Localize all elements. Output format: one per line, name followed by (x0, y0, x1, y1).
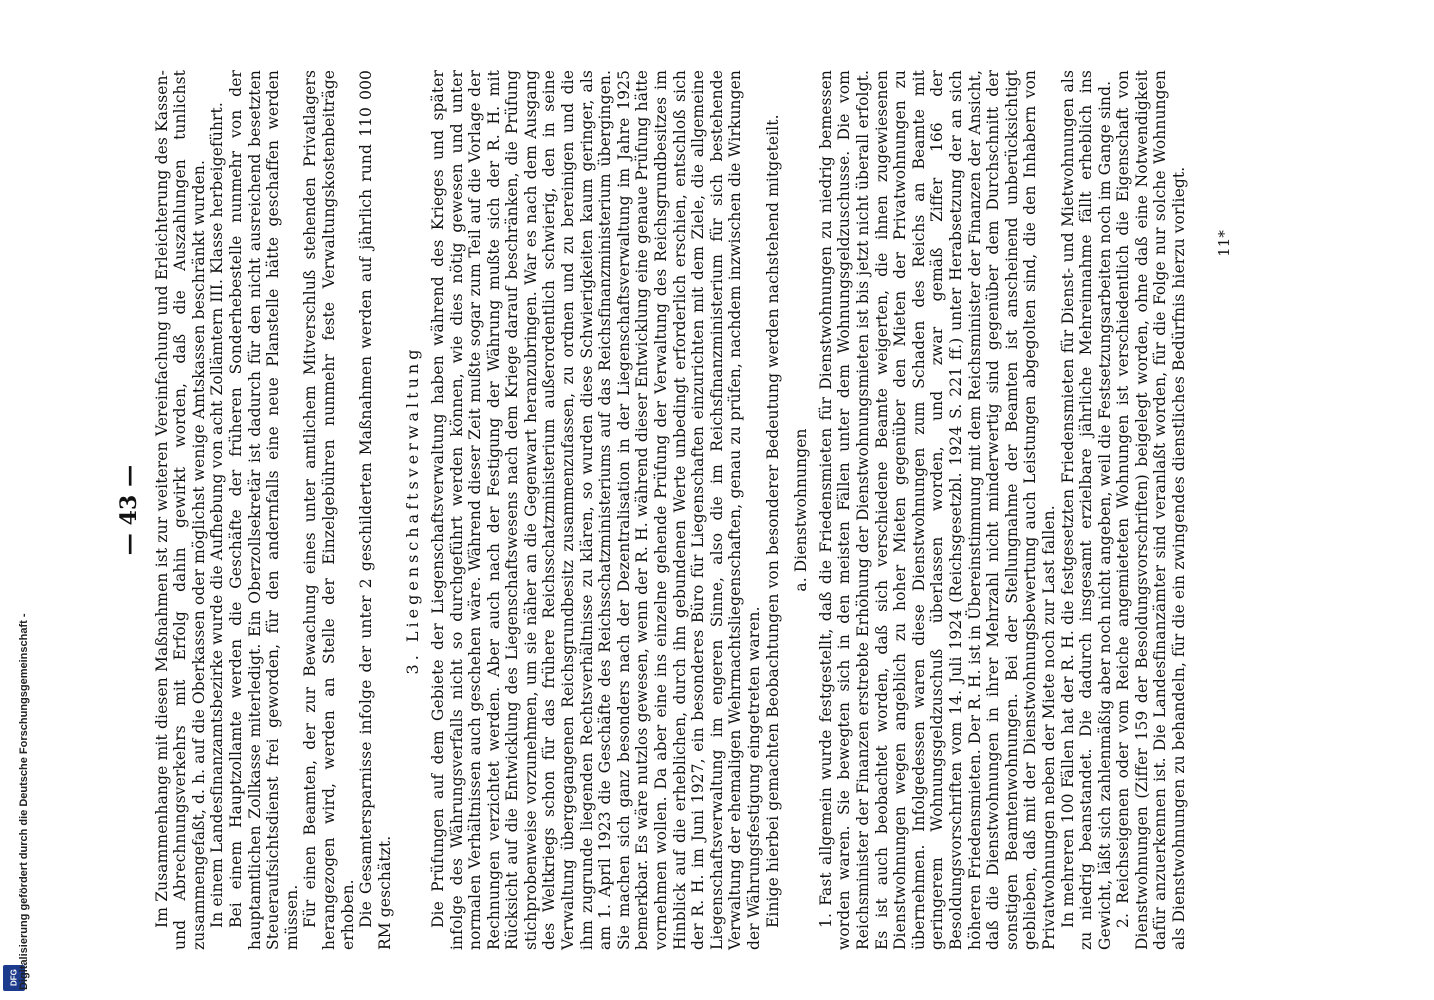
scanned-page-rotated (100, 0, 1300, 990)
paragraph: Für einen Beamten, der zur Bewachung eines unter amtlichem Mitverschluß stehenden Privatlagers herangezogen wird, werden an Stelle der Einzelgebühren nunmehr feste Verwaltungskostenbeiträge erhoben. (301, 70, 357, 950)
page-number: — 43 — (116, 464, 142, 556)
paragraph: 1. Fast allgemein wurde festgestellt, daß die Friedensmieten für Dienstwohnungen zu niedrig bemessen worden waren. Sie bewegten sich in den meisten Fällen unter dem Wohnungsgeldzuschusse. Die vom Reichsminister der Finanzen erstrebte Erhöhung der Dienstwohnungsmieten ist bis jetzt nicht überall erfolgt. Es ist auch beobachtet worden, daß sich verschiedene Beamte weigerten, die ihnen zugewiesenen Dienstwohnungen wegen angeblich zu hoher Mieten gegenüber den Mieten der Privatwohnungen zu übernehmen. Infolgedessen waren diese Dienstwohnungen zum Schaden des Reichs an Beamte mit geringerem Wohnungsgeldzuschuß überlassen worden, und zwar gemäß Ziffer 166 der Besoldungsvorschriften vom 14. Juli 1924 (Reichsgesetzbl. 1924 S. 221 ff.) unter Herabsetzung der an sich höheren Friedensmieten. Der R. H. ist in Übereinstimmung mit dem Reichsminister der Finanzen der Ansicht, daß die Dienstwohnungen in ihrer Mehrzahl nicht minderwertig sind gegenüber dem Durchschnitt der sonstigen Beamtenwohnungen. Bei der Stellungnahme der Beamten ist anscheinend unberücksichtigt geblieben, daß mit der Dienstwohnungsbewertung auch Leistungen abgegolten sind, die den Inhabern von Privatwohnungen neben der Miete noch zur Last fallen. (816, 70, 1058, 950)
paragraph: Im Zusammenhange mit diesen Maßnahmen ist zur weiteren Vereinfachung und Erleichterung des Kassen- und Abrechnungsverkehrs mit Erfolg dahin gewirkt worden, daß die Auszahlungen tunlichst zusammengefaßt, d. h. auf die Oberkassen oder möglichst wenige Amtskassen beschränkt wurden. (152, 70, 208, 950)
page-content (116, 70, 1233, 950)
credit-text: Digitalisierung gefördert durch die Deutsche Forschungsgemeinschaft - (18, 613, 30, 990)
subsection-title: a. Dienstwohnungen (792, 428, 811, 592)
paragraph: Die Prüfungen auf dem Gebiete der Liegenschaftsverwaltung haben während des Krieges und später infolge des Währungsverfalls nicht so durchgeführt werden können, wie dies nötig gewesen und unter normalen Verhältnissen auch geschehen wäre. Während dieser Zeit mußte sogar zum Teil auf die Vorlage der Rechnungen verzichtet werden. Aber auch nach der Festigung der Währung mußte sich der R. H. mit Rücksicht auf die Entwicklung des Liegenschaftswesens nach dem Kriege darauf beschränken, die Prüfung stichprobenweise vorzunehmen, um sie näher an die Gegenwart heranzubringen. War es nach dem Ausgang des Weltkriegs schon für das frühere Reichsschatzministerium außerordentlich schwierig, den in seine Verwaltung übergegangenen Reichsgrundbesitz zusammenzufassen, zu ordnen und zu bereinigen und die ihm zugrunde liegenden Rechtsverhältnisse zu klären, so wurden diese Schwierigkeiten kaum geringer, als am 1. April 1923 die Geschäfte des Reichsschatzministeriums auf das Reichsfinanzministerium übergingen. Sie machen sich ganz besonders nach der Dezentralisation in der Liegenschaftsverwaltung im Jahre 1925 bemerkbar. Es wäre nutzlos gewesen, wenn der R. H. während dieser Entwicklung eine genaue Prüfung hätte vornehmen wollen. Da aber eine ins einzelne gehende Prüfung der Verwaltung des Reichsgrundbesitzes im Hinblick auf die erheblichen, durch ihn gebundenen Werte unbedingt erforderlich erschien, entschloß sich der R. H. im Juni 1927, ein besonderes Büro für Liegenschaften einzurichten mit dem Ziele, die allgemeine Liegenschaftsverwaltung im engeren Sinne, also die im Reichsfinanzministerium für sich bestehende Verwaltung der ehemaligen Wehrmachtsliegenschaften, genau zu prüfen, nachdem inzwischen die Wirkungen der Währungsfestigung eingetreten waren. (428, 70, 763, 950)
digitization-credit (0, 0, 30, 1000)
paragraph: In mehreren 100 Fällen hat der R. H. die festgesetzten Friedensmieten für Dienst- und Mietwohnungen als zu niedrig beanstandet. Die dadurch insgesamt erzielbare jährliche Mehreinnahme fällt erheblich ins Gewicht, läßt sich zahlenmäßig aber noch nicht angeben, weil die Festsetzungsarbeiten noch im Gange sind. (1058, 70, 1114, 950)
dfg-logo-icon: DFG (3, 965, 25, 991)
scanned-page (100, 0, 1300, 990)
section-title: 3. Liegenschaftsverwaltung (403, 345, 423, 675)
paragraph: Die Gesamtersparnisse infolge der unter 2 geschilderten Maßnahmen werden auf jährlich rund 110 000 RM geschätzt. (357, 70, 394, 950)
paragraph: In einem Landesfinanzamtsbezirke wurde die Aufhebung von acht Zollämtern III. Klasse herbeigeführt. (208, 102, 227, 928)
paragraph: 2. Reichseigenen oder vom Reiche angemieteten Wohnungen ist verschiedentlich die Eigenschaft von Dienstwohnungen (Ziffer 159 der Besoldungsvorschriften) beigelegt worden, ohne daß eine Notwendigkeit dafür anzuerkennen ist. Die Landesfinanzämter sind veranlaßt worden, für die Folge nur solche Wohnungen als Dienstwohnungen zu behandeln, für die ein zwingendes dienstliches Bedürfnis hierzu vorliegt. (1114, 70, 1189, 950)
signature-mark: 11* (1214, 230, 1233, 257)
paragraph: Einige hierbei gemachten Beobachtungen von besonderer Bedeutung werden nachstehend mitgeteilt. (763, 114, 782, 928)
paragraph: Bei einem Hauptzollamte werden die Geschäfte der früheren Sonderhebestelle nunmehr von der hauptamtlichen Zollkasse miterledigt. Ein Oberzollsekretär ist dadurch für den nicht ausreichend besetzten Steueraufsichtsdienst frei geworden, für den andernfalls eine neue Planstelle hätte geschaffen werden müssen. (226, 70, 301, 950)
